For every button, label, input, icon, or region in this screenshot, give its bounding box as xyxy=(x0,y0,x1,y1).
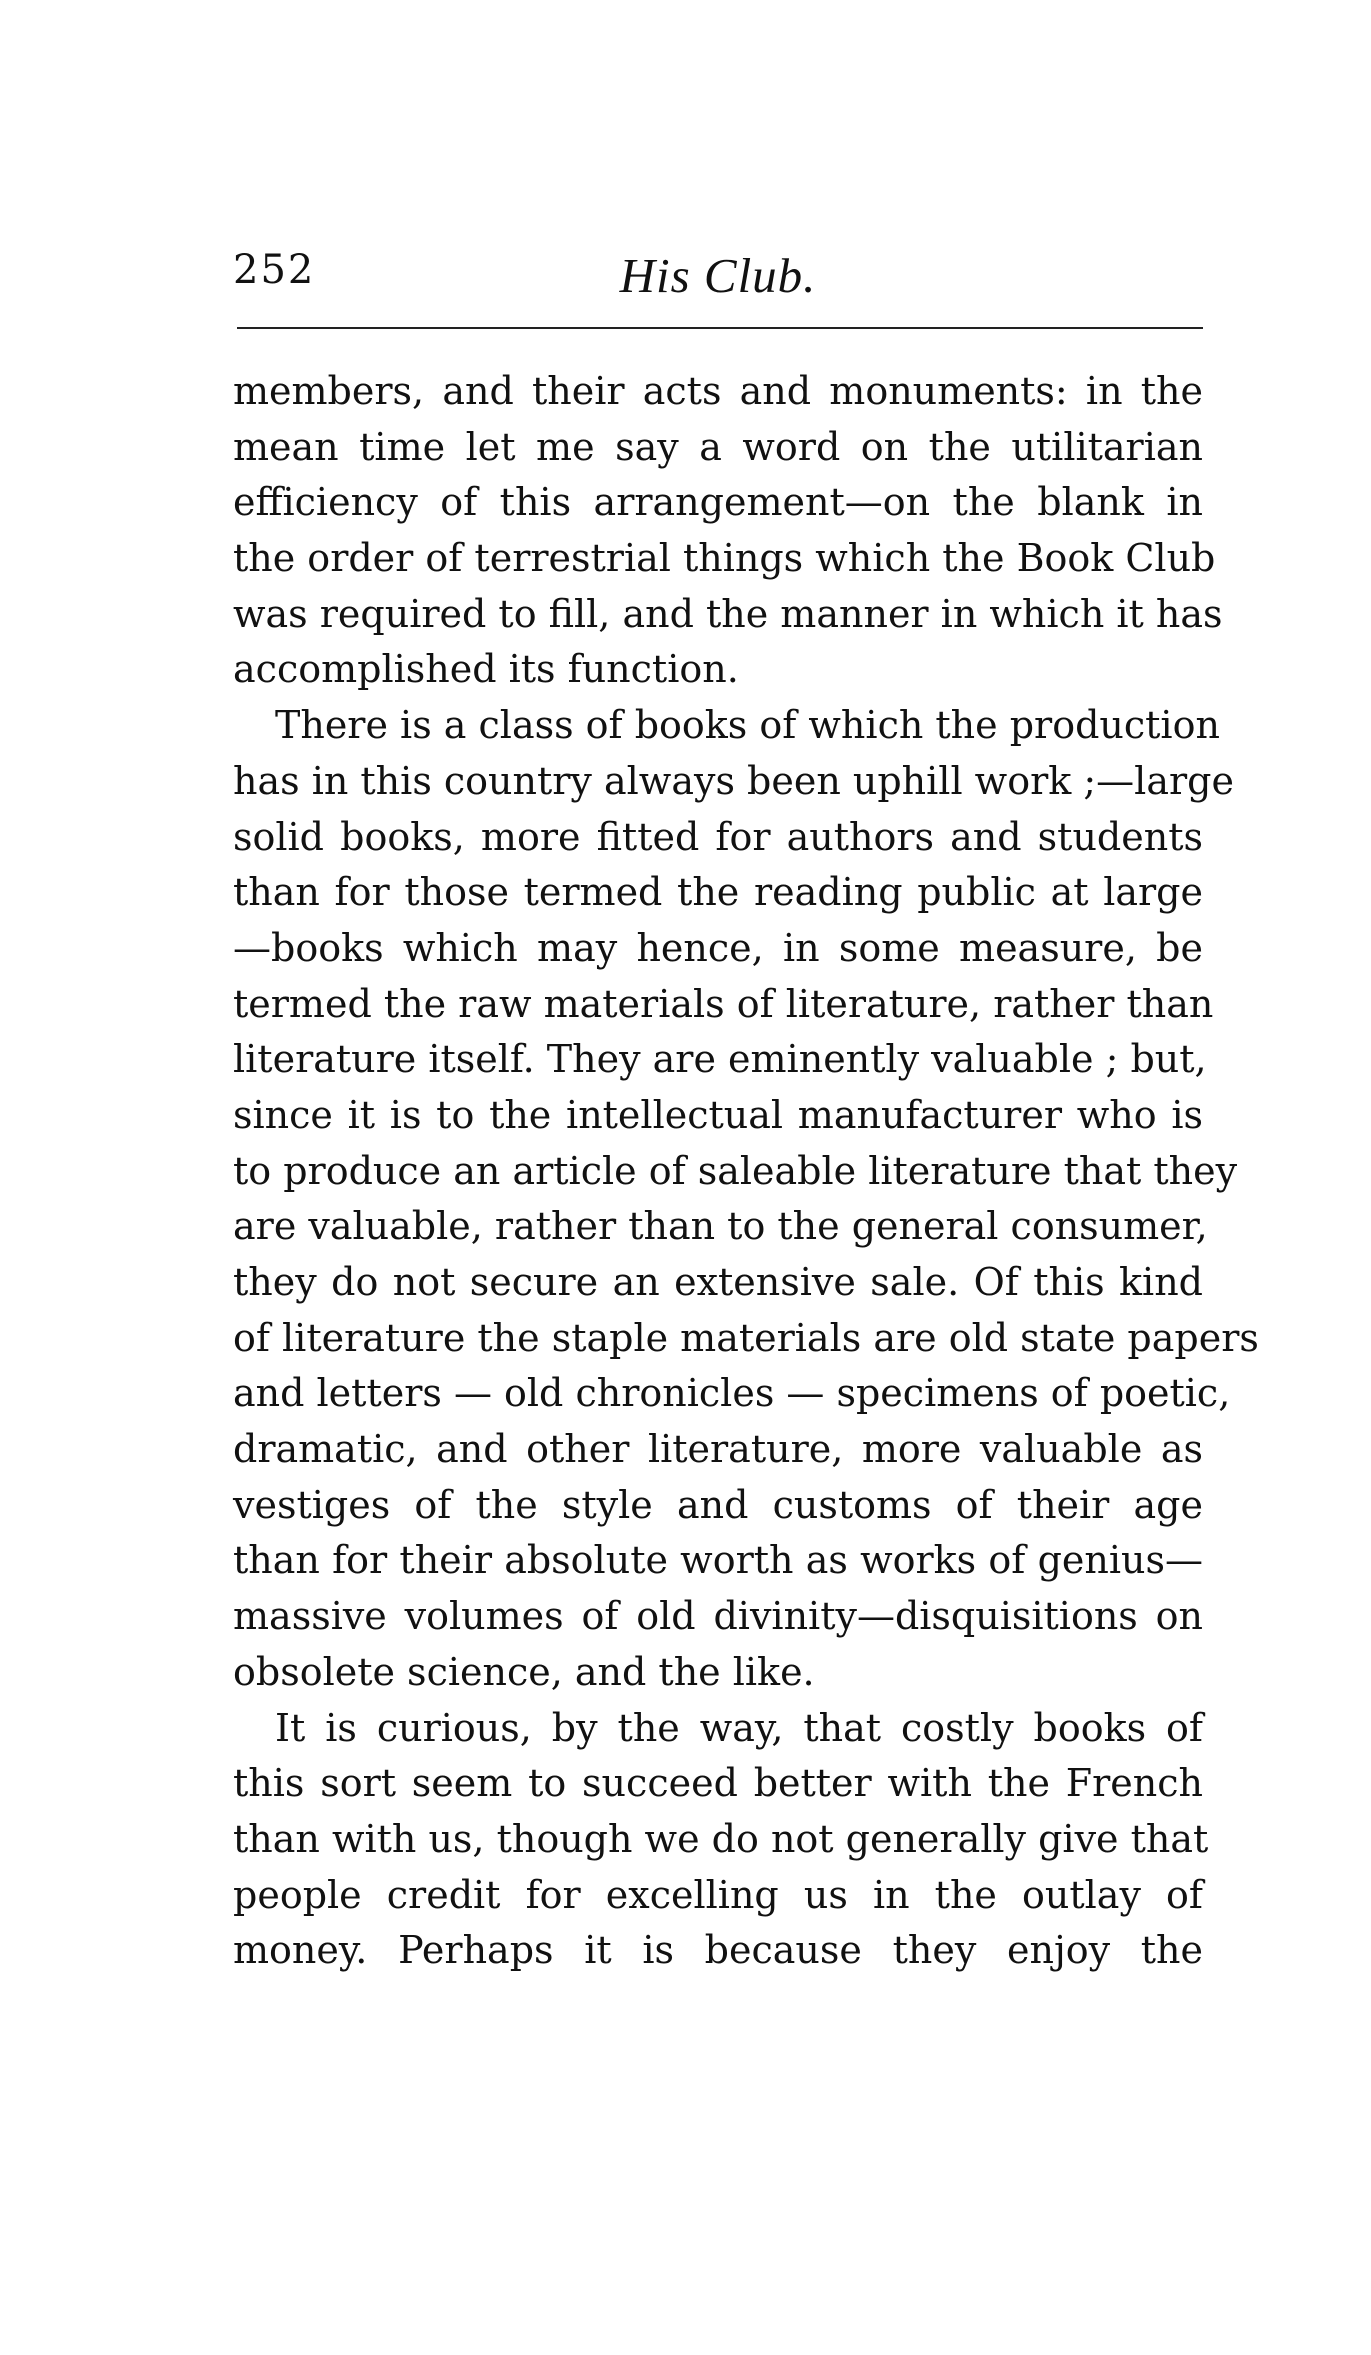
text-line: was required to fill, and the manner in which it has xyxy=(233,591,1223,636)
page-number: 252 xyxy=(233,247,316,293)
text-line: are valuable, rather than to the general consumer, xyxy=(233,1204,1208,1249)
text-line: to produce an article of saleable literature that they xyxy=(233,1148,1238,1193)
text-line: than for those termed the reading public at large xyxy=(233,870,1203,915)
text-line: they do not secure an extensive sale. Of this kind xyxy=(233,1260,1203,1304)
text-line: accomplished its function. xyxy=(233,647,739,692)
text-line: efficiency of this arrangement—on the blank in xyxy=(233,480,1203,525)
running-title: His Club. xyxy=(619,248,817,303)
text-line: literature itself. They are eminently valuable ; but, xyxy=(233,1037,1207,1082)
text-line: of literature the staple materials are old state papers xyxy=(233,1315,1259,1360)
text-line: since it is to the intellectual manufacturer who is xyxy=(233,1092,1203,1137)
paragraph-3 xyxy=(233,1701,1209,1979)
text-line: dramatic, and other literature, more valuable as xyxy=(233,1427,1203,1472)
text-line: and letters — old chronicles — specimens of poetic, xyxy=(233,1371,1231,1416)
text-line: termed the raw materials of literature, rather than xyxy=(233,981,1214,1026)
running-head xyxy=(233,247,1203,307)
text-line: —books which may hence, in some measure, be xyxy=(233,925,1203,970)
text-line: mean time let me say a word on the utilitarian xyxy=(233,424,1203,469)
text-line: It is curious, by the way, that costly books of xyxy=(275,1705,1203,1750)
text-line: money. Perhaps it is because they enjoy the xyxy=(233,1928,1203,1973)
text-line: obsolete science, and the like. xyxy=(233,1649,815,1694)
text-line: this sort seem to succeed better with the French xyxy=(233,1761,1203,1806)
text-line: members, and their acts and monuments: in the xyxy=(233,369,1203,413)
text-line: has in this country always been uphill work ;—large xyxy=(233,758,1234,803)
text-line: people credit for excelling us in the outlay of xyxy=(233,1872,1203,1917)
text-line: vestiges of the style and customs of their age xyxy=(233,1482,1203,1527)
header-rule xyxy=(237,327,1203,329)
text-line: than for their absolute worth as works of genius— xyxy=(233,1538,1203,1583)
text-line: There is a class of books of which the production xyxy=(275,703,1220,748)
paragraph-1 xyxy=(233,364,1223,698)
text-line: than with us, though we do not generally give that xyxy=(233,1816,1209,1861)
body-text xyxy=(233,364,1259,1979)
text-line: solid books, more fitted for authors and students xyxy=(233,814,1203,859)
text-line: the order of terrestrial things which the Book Club xyxy=(233,536,1216,581)
paragraph-2 xyxy=(233,698,1259,1700)
text-line: massive volumes of old divinity—disquisitions on xyxy=(233,1594,1203,1639)
